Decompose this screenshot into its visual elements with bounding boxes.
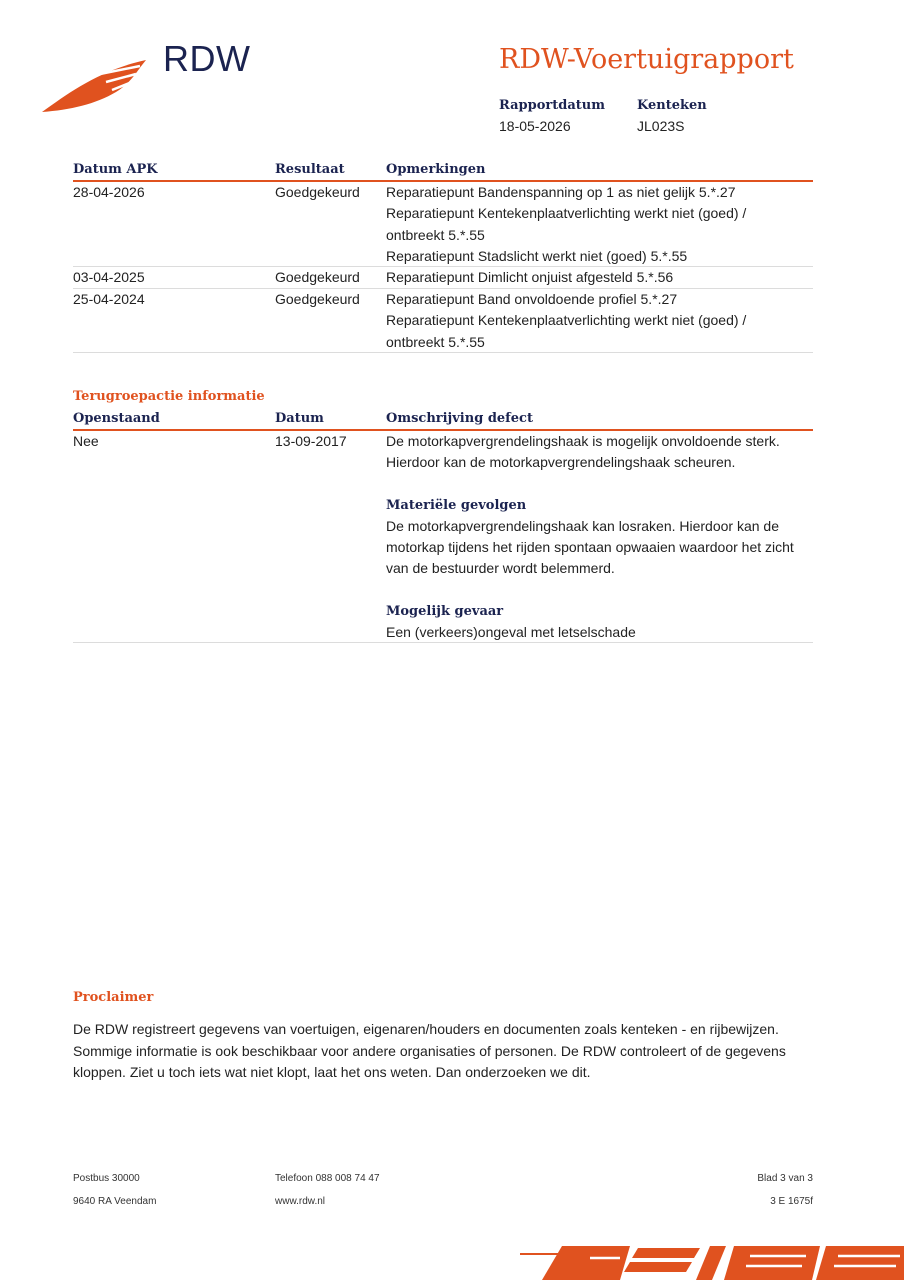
footer-code: 3 E 1675f: [770, 1196, 813, 1207]
consequences-line: De motorkapvergrendelingshaak kan losraken. Hierdoor kan de: [386, 517, 779, 534]
proclaimer-line: kloppen. Ziet u toch iets wat niet klopt, laat het ons weten. Dan onderzoeken we dit.: [73, 1064, 591, 1080]
proclaimer-text: [73, 1019, 793, 1084]
defect-line: De motorkapvergrendelingshaak is mogelijk onvoldoende sterk.: [386, 433, 780, 449]
table-row: [73, 289, 813, 353]
apk-table-header: [73, 160, 813, 182]
footer-city: 9640 RA Veendam: [73, 1196, 157, 1207]
rdw-logo-mark-icon: [40, 52, 150, 114]
footer-phone: Telefoon 088 008 74 47: [275, 1173, 380, 1184]
apk-result: Goedgekeurd: [275, 269, 360, 285]
apk-remarks: [386, 182, 806, 267]
rapportdatum-value: 18-05-2026: [499, 118, 571, 134]
consequences-line: van de bestuurder wordt belemmerd.: [386, 560, 615, 577]
consequences-heading: Materiële gevolgen: [386, 497, 527, 513]
apk-result: Goedgekeurd: [275, 184, 360, 200]
column-header-openstaand: Openstaand: [73, 411, 160, 426]
remark-line: Reparatiepunt Kentekenplaatverlichting werkt niet (goed) /: [386, 312, 747, 329]
footer-website-link[interactable]: www.rdw.nl: [275, 1196, 326, 1207]
footer-postbus: Postbus 30000: [73, 1173, 140, 1184]
danger-heading: Mogelijk gevaar: [386, 603, 504, 619]
apk-remarks: [386, 267, 806, 288]
rdw-stripes-decoration-icon: [520, 1244, 904, 1280]
defect-line: Hierdoor kan de motorkapvergrendelingshaak scheuren.: [386, 454, 736, 471]
remark-line: Reparatiepunt Kentekenplaatverlichting werkt niet (goed) /: [386, 205, 747, 222]
table-row: [73, 431, 813, 643]
column-header-omschrijving-defect: Omschrijving defect: [386, 411, 533, 426]
proclaimer-line: Sommige informatie is ook beschikbaar voor andere organisaties of personen. De RDW controleert of de gegevens: [73, 1042, 786, 1059]
apk-remarks: [386, 289, 806, 353]
kenteken-value: JL023S: [637, 118, 685, 134]
remark-line: Reparatiepunt Dimlicht onjuist afgesteld 5.*.56: [386, 269, 674, 285]
apk-table: [73, 160, 813, 353]
apk-result: Goedgekeurd: [275, 291, 360, 307]
apk-date: 25-04-2024: [73, 291, 145, 307]
remark-line: Reparatiepunt Bandenspanning op 1 as niet gelijk 5.*.27: [386, 184, 736, 200]
logo-text: RDW: [163, 38, 251, 79]
rapportdatum-label: Rapportdatum: [499, 98, 605, 113]
table-row: [73, 267, 813, 289]
recall-date: 13-09-2017: [275, 433, 347, 449]
column-header-resultaat: Resultaat: [275, 162, 345, 177]
remark-line: ontbreekt 5.*.55: [386, 226, 485, 243]
proclaimer-title: Proclaimer: [73, 990, 154, 1005]
recall-table: [73, 409, 813, 643]
proclaimer-line: De RDW registreert gegevens van voertuigen, eigenaren/houders en documenten zoals kenteken - en rijbewijzen.: [73, 1021, 779, 1037]
column-header-datum: Datum: [275, 411, 324, 426]
remark-line: ontbreekt 5.*.55: [386, 333, 485, 350]
remark-line: Reparatiepunt Band onvoldoende profiel 5.*.27: [386, 291, 678, 307]
remark-line: Reparatiepunt Stadslicht werkt niet (goed) 5.*.55: [386, 247, 688, 264]
recall-section-title: Terugroepactie informatie: [73, 389, 265, 404]
document-title: RDW-Voertuigrapport: [499, 44, 794, 75]
table-row: [73, 182, 813, 267]
kenteken-label: Kenteken: [637, 98, 707, 113]
apk-date: 28-04-2026: [73, 184, 145, 200]
recall-open-value: Nee: [73, 433, 99, 449]
footer-page-number: Blad 3 van 3: [757, 1173, 813, 1184]
apk-date: 03-04-2025: [73, 269, 145, 285]
consequences-line: motorkap tijdens het rijden spontaan opwaaien waardoor het zicht: [386, 539, 794, 556]
danger-text: Een (verkeers)ongeval met letselschade: [386, 624, 636, 641]
recall-table-header: [73, 409, 813, 431]
column-header-opmerkingen: Opmerkingen: [386, 162, 486, 177]
column-header-datum-apk: Datum APK: [73, 162, 158, 177]
recall-description: [386, 431, 806, 643]
